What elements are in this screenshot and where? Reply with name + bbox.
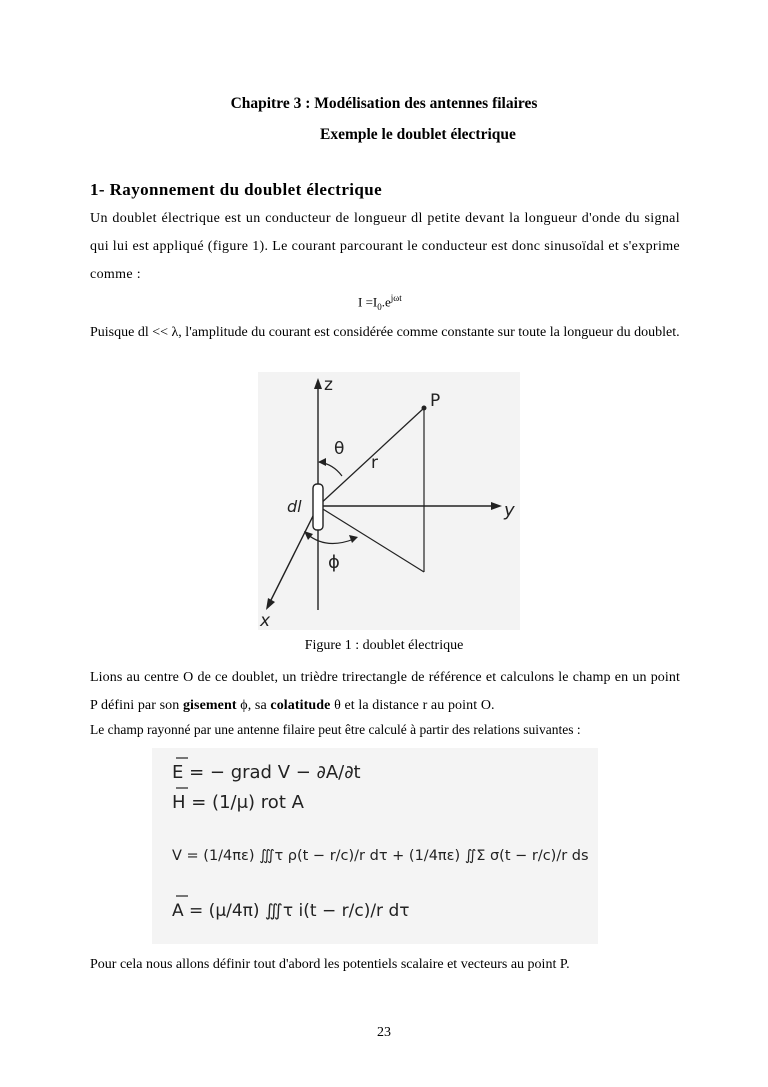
formula-mid: .e [381,294,391,310]
figure-doublet [258,372,520,630]
x-axis [269,506,318,604]
current-formula [358,293,402,312]
x-arrow-icon [266,598,275,610]
term-colatitude: colatitude [270,698,331,713]
chapter-title: Chapitre 3 : Modélisation des antennes filaires [230,95,538,112]
term-gisement: gisement [182,698,237,713]
p3-text-c: ϕ, sa [236,698,271,713]
label-r: r [371,453,378,473]
paragraph-intro: Un doublet électrique est un conducteur de longueur dl petite devant la longueur d'onde du signal qui lui est appliqué (figure 1). Le courant parcourant le conducteur est donc sinusoïdal et s'exprime comme : [90,211,680,282]
doublet-diagram [258,372,520,630]
equation-a: A = (μ/4π) ∭τ i(t − r/c)/r dτ [172,901,410,921]
label-phi: ϕ [328,552,340,573]
paragraph-reference [90,664,680,720]
page-number: 23 [377,1025,391,1040]
formula-superscript: jωt [390,293,402,303]
paragraph-amplitude: Puisque dl << λ, l'amplitude du courant est considérée comme constante sur toute la longueur du doublet. [90,325,680,340]
label-z: z [324,375,333,395]
label-theta: θ [334,439,345,459]
phi-arrow-icon-right [349,535,358,543]
figure-caption: Figure 1 : doublet électrique [304,638,464,653]
y-arrow-icon [491,502,502,510]
paragraph-relations: Le champ rayonné par une antenne filaire peut être calculé à partir des relations suivantes : [90,722,581,737]
dipole-element [313,484,323,530]
label-p: P [430,391,441,411]
formula-subscript: 0 [377,301,382,312]
z-arrow-icon [314,378,322,389]
equations-figure [152,748,598,944]
equation-e: E = − grad V − ∂A/∂t [172,762,361,783]
section-heading: 1- Rayonnement du doublet électrique [90,180,383,199]
point-p [422,406,427,411]
chapter-subtitle: Exemple le doublet électrique [320,126,516,143]
theta-arrow-icon [318,458,326,466]
label-y: y [504,500,515,521]
p3-text-a: Lions au centre O de ce doublet, un trièdre trirectangle de référence et calculons le champ en un point P défini par son [90,670,680,713]
equations-image [152,748,598,944]
equation-h: H = (1/μ) rot A [172,792,304,813]
label-dl: dl [287,497,302,516]
phi-arrow-icon-left [304,531,313,540]
phi-arc [307,534,354,543]
formula-main: I =I [358,294,378,310]
label-x: x [260,611,271,630]
paragraph-potentials: Pour cela nous allons définir tout d'abord les potentiels scalaire et vecteurs au point P. [90,957,570,972]
p3-text-e: θ et la distance r au point O. [330,698,495,713]
equation-v: V = (1/4πε) ∭τ ρ(t − r/c)/r dτ + (1/4πε) ∬Σ σ(t − r/c)/r ds [172,848,589,864]
